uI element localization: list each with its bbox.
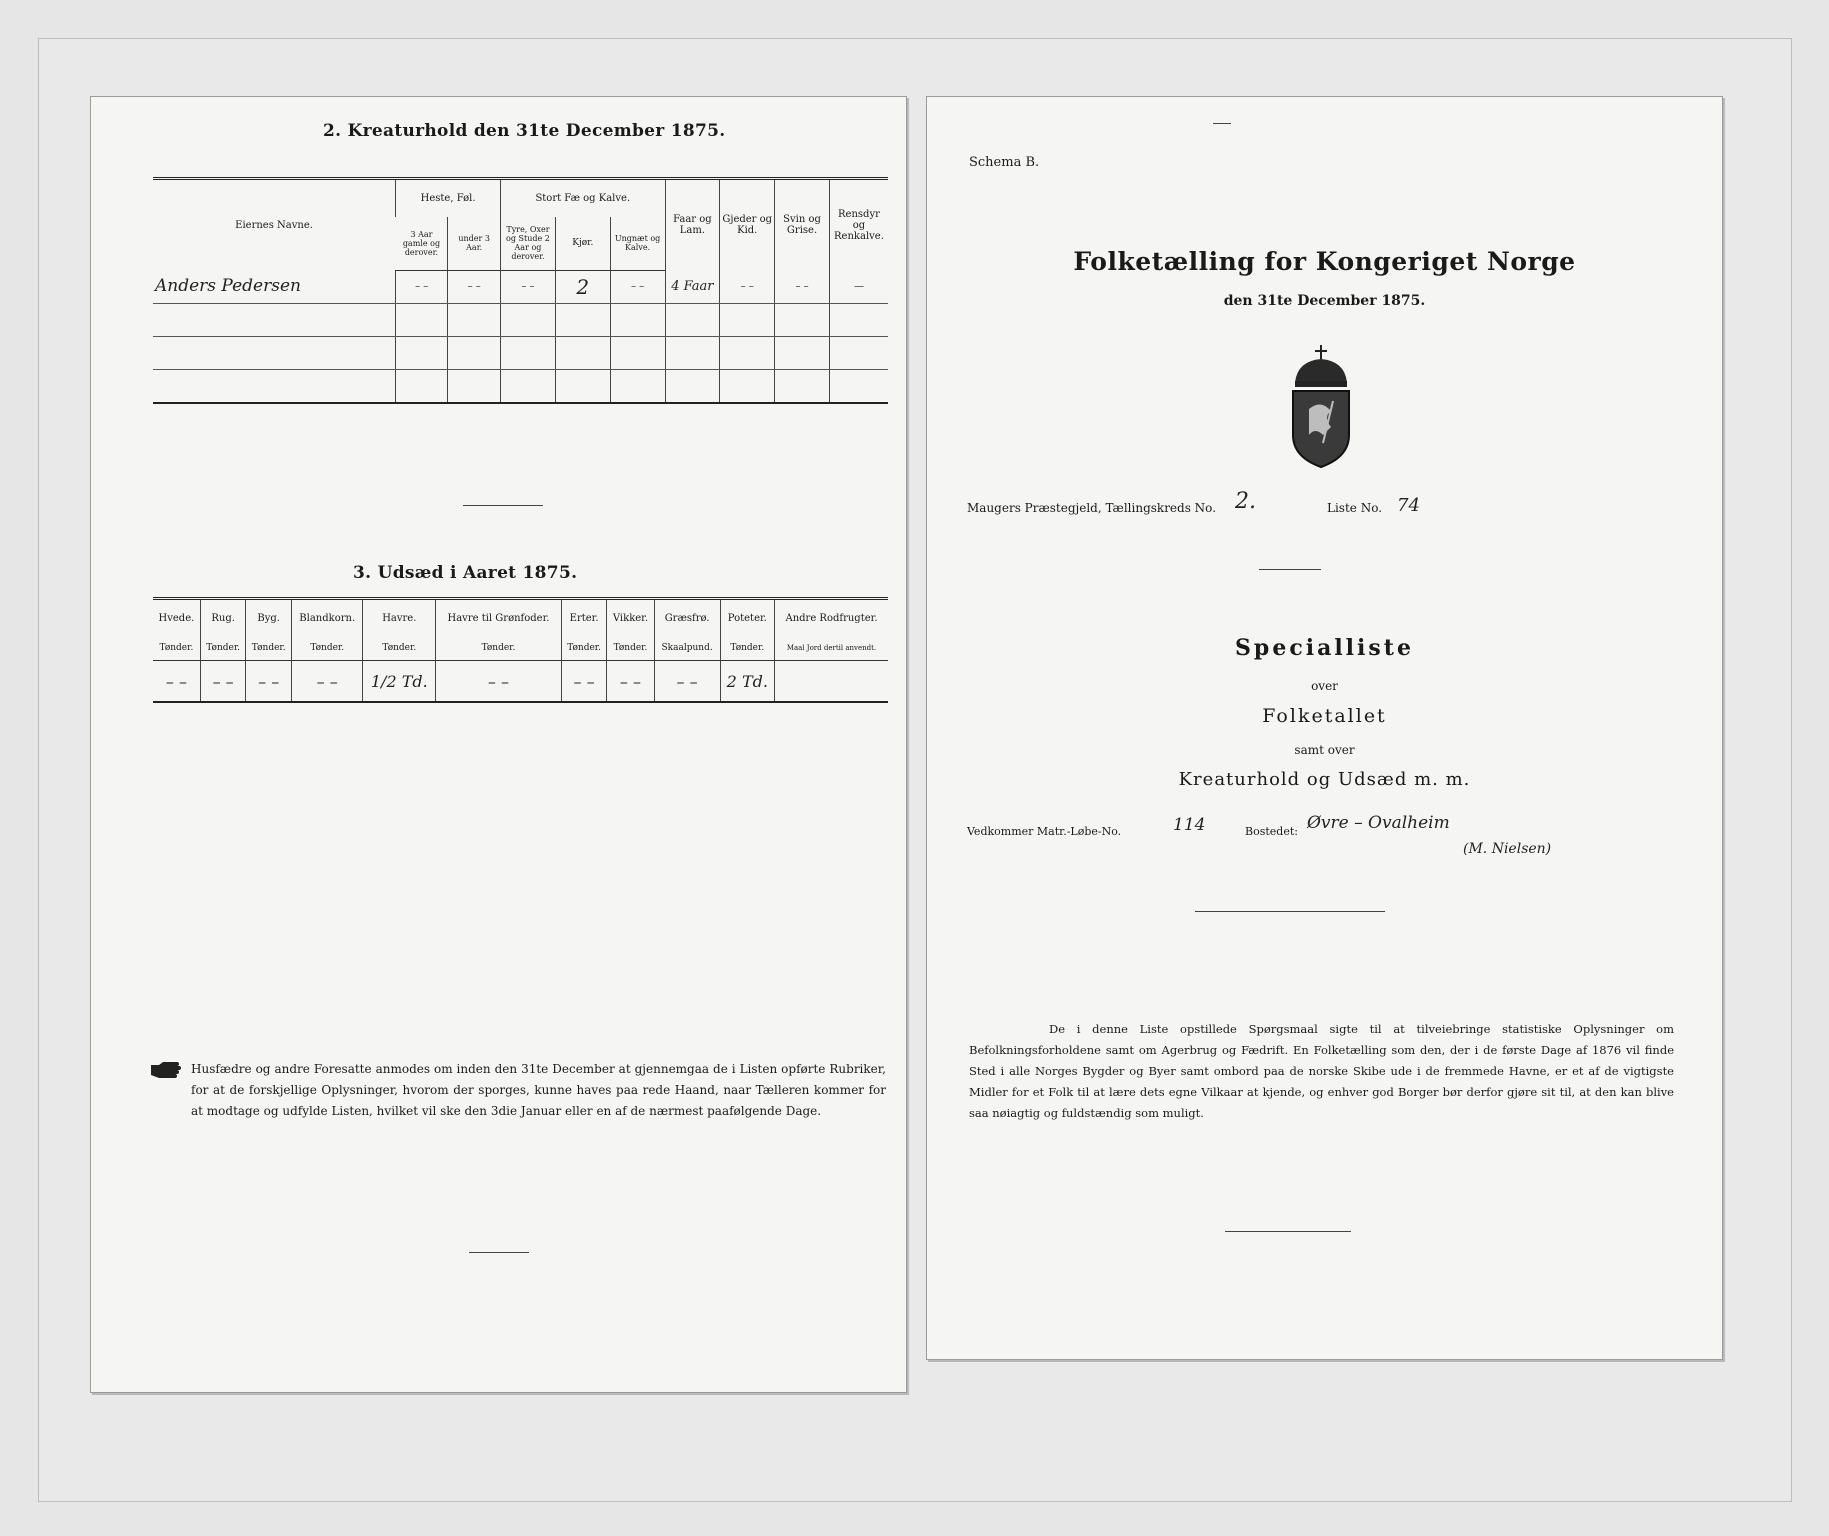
matr-label: Vedkommer Matr.-Løbe-No. xyxy=(967,825,1122,838)
seed-value: – – xyxy=(436,661,562,703)
section-3-title: 3. Udsæd i Aaret 1875. xyxy=(353,563,578,583)
right-page xyxy=(926,96,1723,1360)
table-row xyxy=(153,336,888,369)
seed-table xyxy=(153,597,888,703)
divider xyxy=(469,1252,529,1253)
folketallet-title: Folketallet xyxy=(1262,705,1387,727)
section-2-title: 2. Kreaturhold den 31te December 1875. xyxy=(323,121,726,141)
seed-header: Erter. xyxy=(561,599,607,637)
divider xyxy=(1195,911,1385,912)
cell-calves: – – xyxy=(610,270,665,303)
seed-unit: Tønder. xyxy=(363,636,436,661)
seed-unit: Tønder. xyxy=(246,636,292,661)
seed-header: Byg. xyxy=(246,599,292,637)
seed-value xyxy=(774,661,888,703)
seed-header: Poteter. xyxy=(720,599,774,637)
bostedet-label: Bostedet: xyxy=(1245,825,1298,838)
seed-value: 1/2 Td. xyxy=(363,661,436,703)
table-row xyxy=(153,369,888,403)
seed-value: – – xyxy=(200,661,246,703)
seed-unit: Tønder. xyxy=(561,636,607,661)
cell-sheep: 4 Faar xyxy=(665,270,720,303)
pointing-hand-icon xyxy=(149,1059,187,1079)
cell-bulls: – – xyxy=(501,270,556,303)
seed-unit: Tønder. xyxy=(436,636,562,661)
cell-goats: – – xyxy=(720,270,775,303)
district-number: 2. xyxy=(1235,489,1256,514)
list-label: Liste No. xyxy=(1327,501,1383,515)
seed-header: Havre til Grønfoder. xyxy=(436,599,562,637)
seed-value: – – xyxy=(246,661,292,703)
goats-header: Gjeder og Kid. xyxy=(720,179,775,271)
bostedet-value: Øvre – Ovalheim xyxy=(1307,813,1450,833)
over-text: over xyxy=(1311,679,1338,693)
seed-header: Blandkorn. xyxy=(291,599,363,637)
table-row xyxy=(153,303,888,336)
divider xyxy=(463,505,543,506)
seed-header: Græsfrø. xyxy=(654,599,720,637)
horses-young-header: under 3 Aar. xyxy=(448,217,501,270)
bostedet-value-2: (M. Nielsen) xyxy=(1463,841,1552,857)
seed-value: – – xyxy=(561,661,607,703)
cell-reindeer: — xyxy=(829,270,888,303)
seed-value: – – xyxy=(607,661,654,703)
seed-header: Vikker. xyxy=(607,599,654,637)
cell-horses-old: – – xyxy=(396,270,448,303)
coat-of-arms-icon xyxy=(1283,343,1359,471)
seed-header: Havre. xyxy=(363,599,436,637)
table-row xyxy=(153,270,888,303)
seed-value: – – xyxy=(291,661,363,703)
seed-unit: Skaalpund. xyxy=(654,636,720,661)
horses-old-header: 3 Aar gamle og derover. xyxy=(396,217,448,270)
seed-unit: Maal Jord dertil anvendt. xyxy=(774,636,888,661)
seed-unit: Tønder. xyxy=(607,636,654,661)
seed-value: – – xyxy=(153,661,200,703)
parish-label: Maugers Præstegjeld, Tællingskreds No. xyxy=(967,501,1217,515)
horses-header: Heste, Føl. xyxy=(396,179,501,217)
owner-header: Eiernes Navne. xyxy=(153,179,396,271)
cell-horses-young: – – xyxy=(448,270,501,303)
cattle-header: Stort Fæ og Kalve. xyxy=(501,179,665,217)
pigs-header: Svin og Grise. xyxy=(775,179,830,271)
seed-unit: Tønder. xyxy=(720,636,774,661)
schema-label: Schema B. xyxy=(969,155,1040,170)
seed-header: Hvede. xyxy=(153,599,200,637)
page-title: Folketælling for Kongeriget Norge xyxy=(1073,247,1576,276)
matr-number: 114 xyxy=(1173,815,1206,835)
divider xyxy=(1225,1231,1351,1232)
cell-pigs: – – xyxy=(775,270,830,303)
seed-unit: Tønder. xyxy=(291,636,363,661)
list-number: 74 xyxy=(1397,495,1420,516)
divider xyxy=(1259,569,1321,570)
census-date: den 31te December 1875. xyxy=(1223,293,1426,309)
seed-header: Rug. xyxy=(200,599,246,637)
seed-unit: Tønder. xyxy=(200,636,246,661)
divider xyxy=(1213,123,1231,124)
cell-cows: 2 xyxy=(555,270,610,303)
cows-header: Kjør. xyxy=(555,217,610,270)
seed-value: – – xyxy=(654,661,720,703)
seed-header: Andre Rodfrugter. xyxy=(774,599,888,637)
kreaturhold-title: Kreaturhold og Udsæd m. m. xyxy=(1178,769,1471,790)
reindeer-header: Rensdyr og Renkalve. xyxy=(829,179,888,271)
intro-text: De i denne Liste opstillede Spørgsmaal sigte til at tilveiebringe statistiske Oplysninger om Befolkningsforholdene samt om Agerbrug og Fædrift. En Folketælling som den, der i de første Dage af 1876 vil finde Sted i alle Norges Bygder og Byer samt ombord paa de norske Skibe ude i de fremmede Havne, er et af de vigtigste Midler for et Folk til at lære dets egne Vilkaar at kjende, og enhver god Borger bør derfor gjøre sit til, at den kan blive saa nøiagtig og fuldstændig som muligt. xyxy=(969,1022,1674,1120)
seed-unit: Tønder. xyxy=(153,636,200,661)
bulls-header: Tyre, Oxer og Stude 2 Aar og derover. xyxy=(501,217,556,270)
calves-header: Ungnæt og Kalve. xyxy=(610,217,665,270)
specialliste-title: Specialliste xyxy=(1235,635,1414,661)
left-page xyxy=(90,96,907,1393)
livestock-table xyxy=(153,177,888,404)
seed-value: 2 Td. xyxy=(720,661,774,703)
owner-name: Anders Pedersen xyxy=(153,270,396,303)
notice-text: Husfædre og andre Foresatte anmodes om inden den 31te December at gjennemgaa de i Listen opførte Rubriker, for at de forskjellige Oplysninger, hvorom der sporges, kunne haves paa rede Haand, naar Tælleren kommer for at modtage og udfylde Listen, hvilket vil ske den 3die Januar eller en af de nærmest paafølgende Dage. xyxy=(191,1062,886,1118)
samt-over-text: samt over xyxy=(1294,743,1355,757)
sheep-header: Faar og Lam. xyxy=(665,179,720,271)
